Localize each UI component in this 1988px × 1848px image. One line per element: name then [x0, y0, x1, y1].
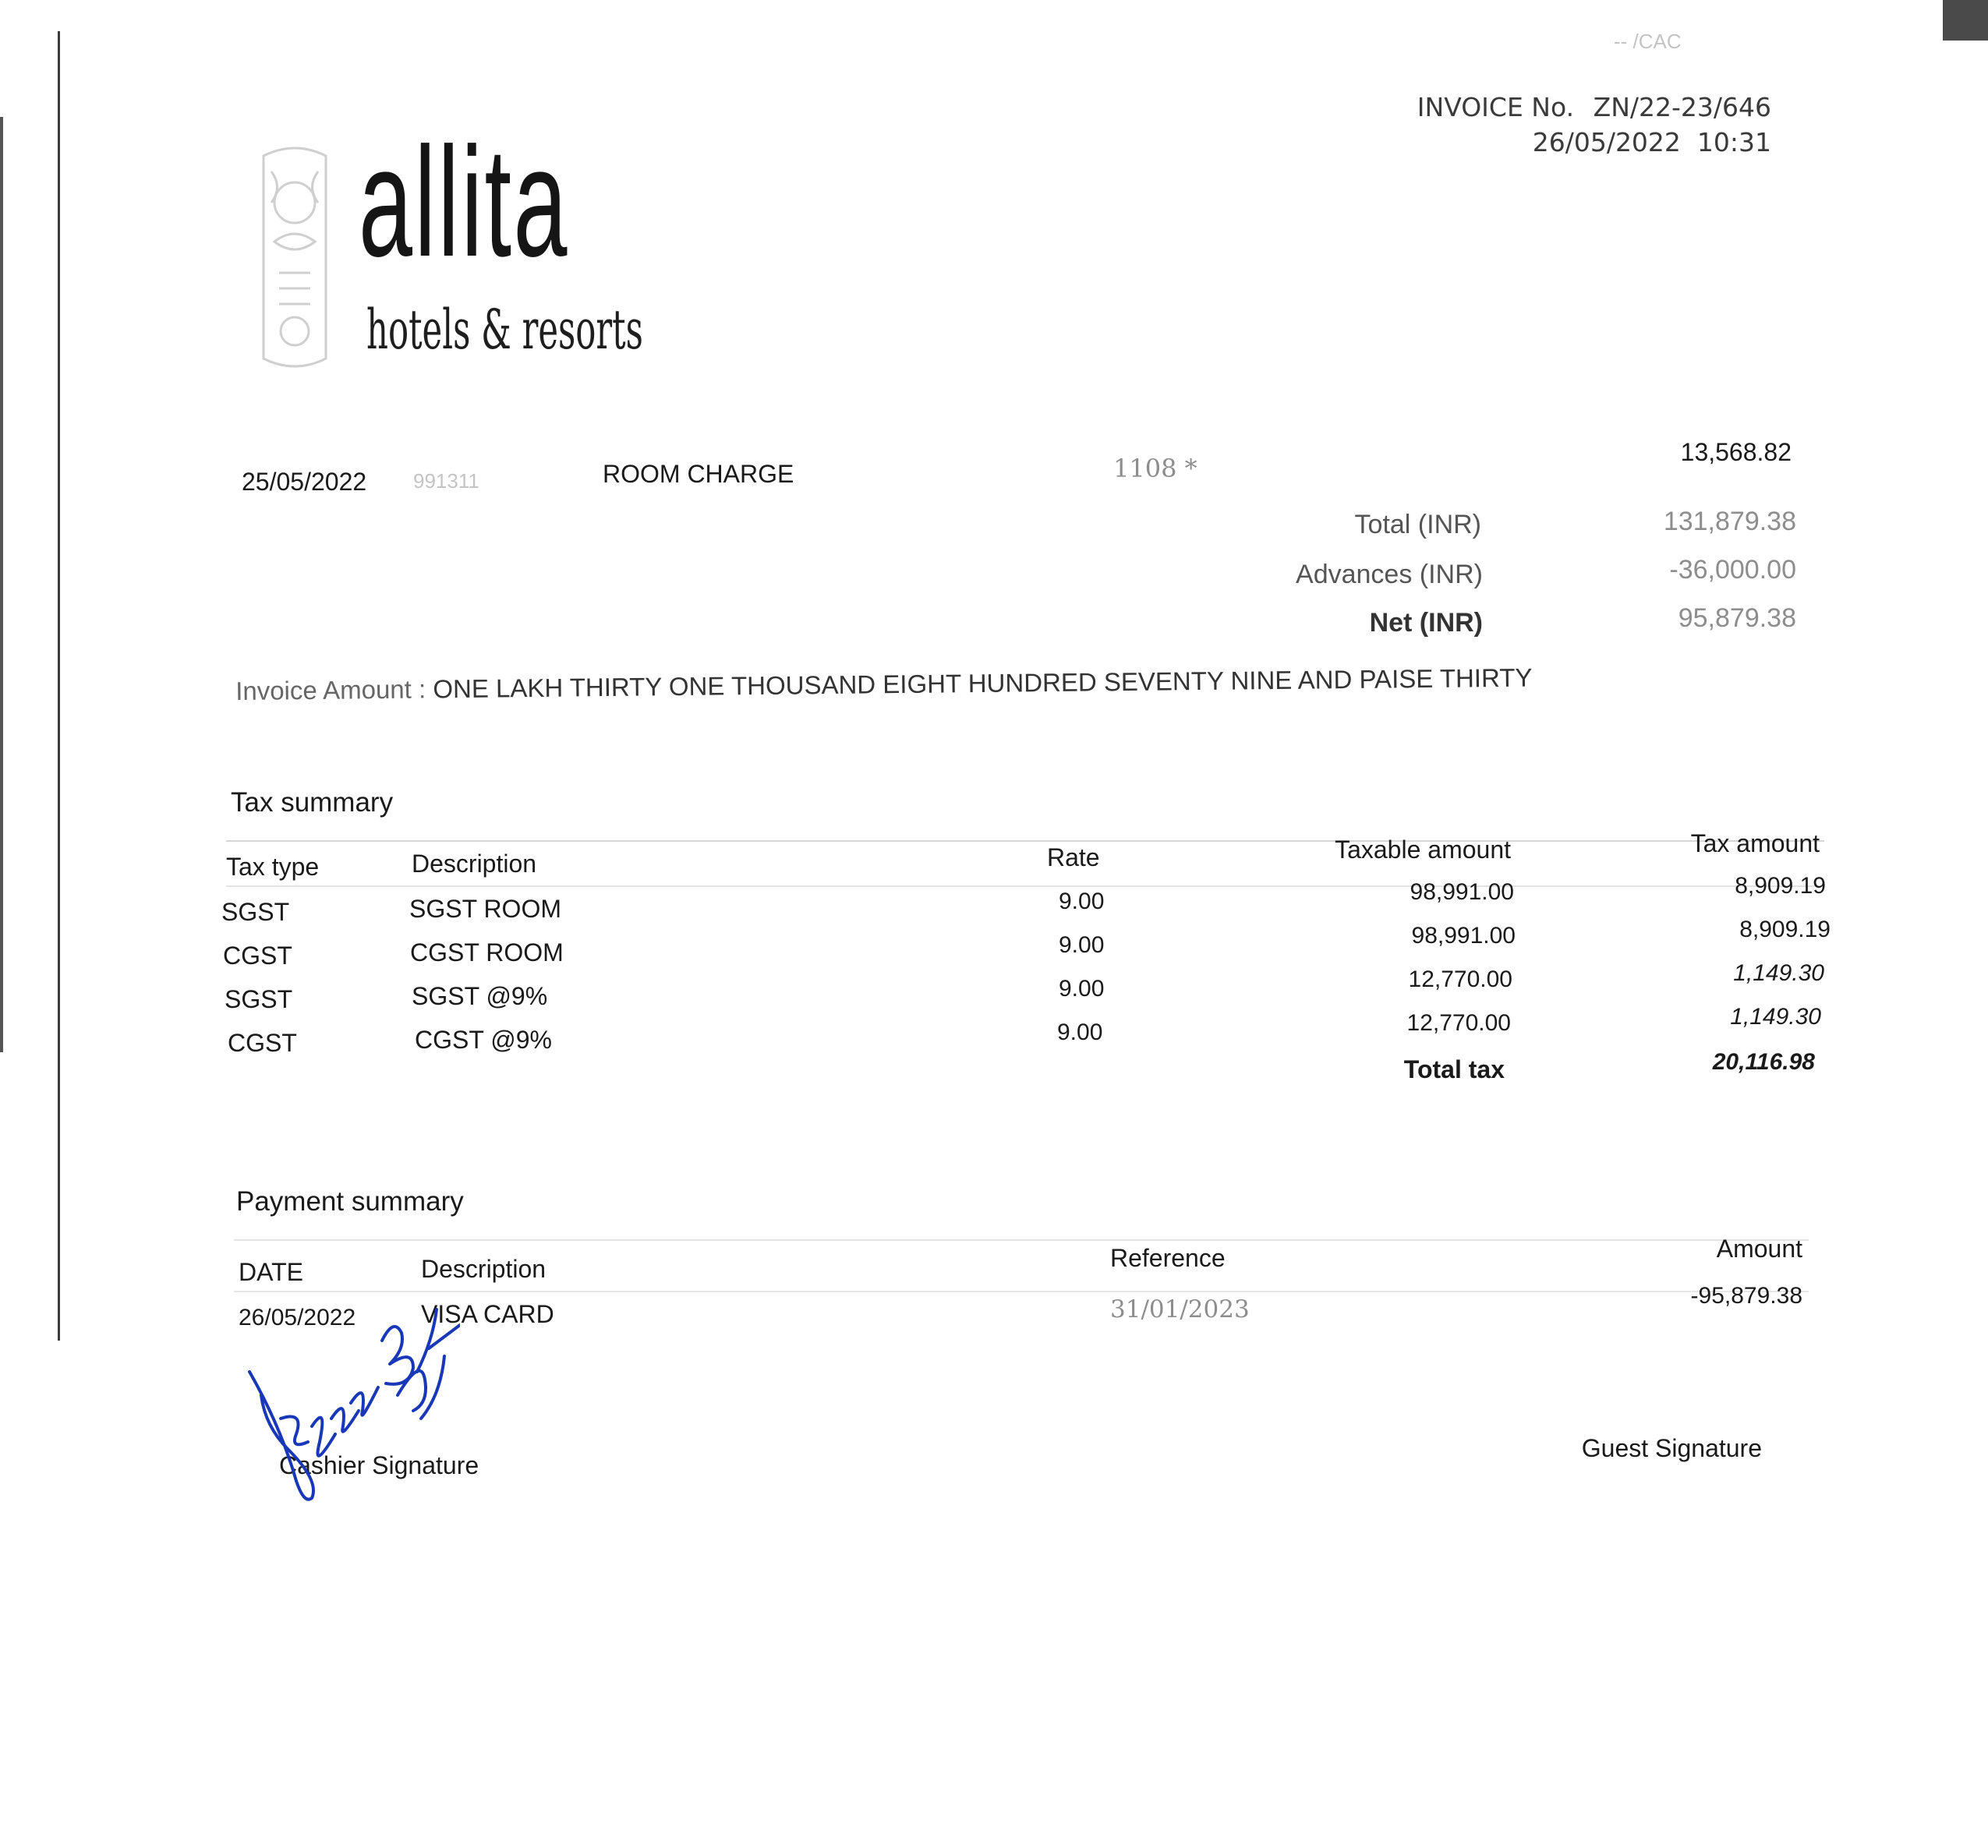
invoice-number: ZN/22-23/646: [1593, 92, 1771, 122]
tax-row-type: CGST: [223, 942, 292, 970]
tax-header-tax: Tax amount: [1690, 829, 1820, 857]
net-label: Net (INR): [1369, 608, 1483, 638]
brand-name: allita: [359, 115, 569, 289]
tax-header-type: Tax type: [226, 853, 320, 881]
net-value: 95,879.38: [1678, 603, 1796, 633]
scan-corner-mark: [1943, 0, 1988, 41]
payment-header-rule-top: [234, 1239, 1809, 1241]
payment-row-amount: -95,879.38: [1690, 1283, 1802, 1309]
tax-row-rate: 9.00: [1059, 889, 1105, 914]
scan-edge-left: [58, 31, 60, 1341]
tax-row-description: SGST @9%: [412, 982, 548, 1010]
advances-label: Advances (INR): [1296, 560, 1483, 589]
tax-row-description: CGST @9%: [415, 1026, 552, 1054]
invoice-datetime: 26/05/2022 10:31: [1532, 127, 1771, 157]
charge-amount: 13,568.82: [1680, 438, 1792, 466]
guest-signature-label: Guest Signature: [1581, 1434, 1762, 1462]
payment-header-description: Description: [421, 1255, 547, 1283]
brand-tagline: hotels & resorts: [366, 298, 643, 362]
total-tax-label: Total tax: [1403, 1055, 1505, 1083]
invoice-amount-words: ONE LAKH THIRTY ONE THOUSAND EIGHT HUNDRED SEVENTY NINE AND PAISE THIRTY: [433, 663, 1533, 704]
tax-header-taxable: Taxable amount: [1335, 836, 1511, 864]
total-label: Total (INR): [1354, 510, 1481, 539]
payment-header-rule-bottom: [234, 1291, 1809, 1292]
tax-row-tax: 8,909.19: [1735, 873, 1826, 899]
charge-ref: 991311: [413, 469, 479, 493]
cashier-signature-label: Cashier Signature: [279, 1451, 479, 1479]
tax-header-rate: Rate: [1047, 843, 1100, 871]
tax-summary-title: Tax summary: [231, 787, 394, 818]
invoice-amount-label: Invoice Amount :: [235, 674, 433, 705]
tax-row-tax: 1,149.30: [1730, 1004, 1821, 1030]
tax-row-type: CGST: [228, 1029, 297, 1057]
tax-header-rule-bottom: [226, 885, 1824, 887]
payment-row-reference: 31/01/2023: [1110, 1295, 1250, 1323]
invoice-number-line: [1417, 92, 1771, 122]
tax-row-rate: 9.00: [1057, 1019, 1103, 1045]
payment-row-date: 26/05/2022: [239, 1305, 356, 1330]
tax-row-taxable: 12,770.00: [1408, 966, 1512, 992]
tax-row-rate: 9.00: [1059, 932, 1105, 958]
brand-emblem-icon: [248, 140, 341, 374]
tax-header-description: Description: [412, 850, 537, 878]
payment-summary-title: Payment summary: [236, 1186, 464, 1217]
corner-faint-text: -- /CAC: [1614, 30, 1682, 53]
tax-row-taxable: 12,770.00: [1406, 1010, 1511, 1036]
invoice-number-label: INVOICE No.: [1417, 92, 1575, 122]
tax-header-rule-top: [226, 840, 1824, 842]
tax-row-type: SGST: [225, 985, 293, 1013]
tax-row-tax: 8,909.19: [1739, 917, 1831, 942]
charge-description: ROOM CHARGE: [603, 460, 794, 488]
invoice-amount-line: [235, 663, 1533, 706]
tax-row-tax: 1,149.30: [1733, 960, 1824, 986]
charge-room: 1108 *: [1113, 454, 1197, 483]
tax-row-description: CGST ROOM: [410, 938, 564, 966]
payment-header-amount: Amount: [1716, 1235, 1802, 1263]
cashier-handwritten-signature: [234, 1294, 460, 1512]
scan-edge-left-outer: [0, 117, 3, 1052]
tax-row-taxable: 98,991.00: [1410, 879, 1514, 905]
payment-header-date: DATE: [239, 1258, 303, 1286]
tax-row-rate: 9.00: [1059, 976, 1105, 1002]
charge-date: 25/05/2022: [242, 468, 367, 496]
advances-value: -36,000.00: [1669, 555, 1796, 585]
tax-row-description: SGST ROOM: [409, 895, 561, 923]
payment-header-reference: Reference: [1110, 1244, 1226, 1272]
total-tax-value: 20,116.98: [1712, 1049, 1815, 1075]
total-value: 131,879.38: [1663, 507, 1796, 536]
tax-row-type: SGST: [221, 898, 290, 926]
tax-row-taxable: 98,991.00: [1411, 923, 1516, 949]
payment-row-description: VISA CARD: [421, 1300, 554, 1328]
